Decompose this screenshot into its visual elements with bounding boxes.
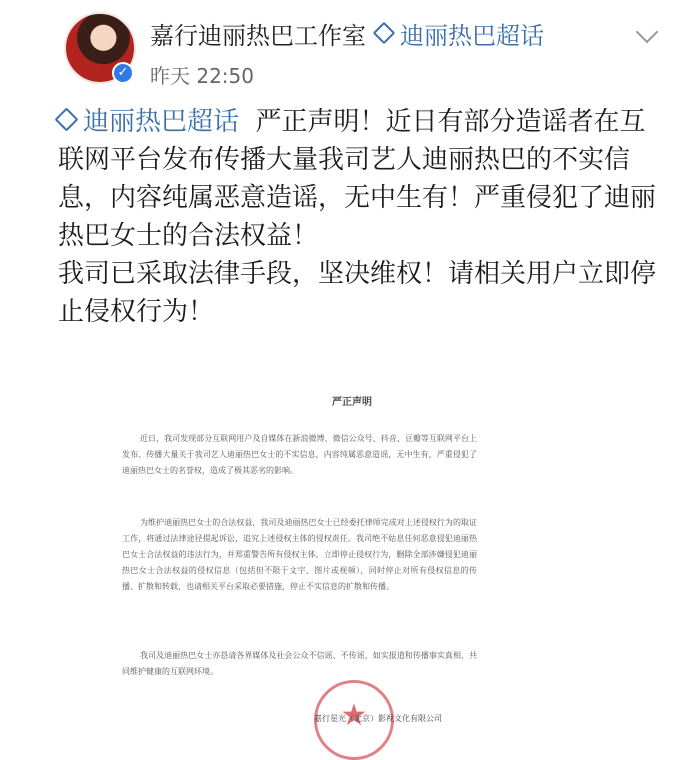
document-signature: 嘉行星光（北京）影视文化有限公司 [314, 714, 442, 723]
timestamp: 昨天 22:50 [150, 64, 254, 88]
chevron-down-icon[interactable] [636, 21, 659, 44]
post-header [0, 0, 693, 100]
diamond-icon [373, 22, 396, 45]
document-title: 严正声明 [332, 397, 372, 408]
supertopic-label: 迪丽热巴超话 [400, 21, 544, 50]
post-topic-label: 迪丽热巴超话 [83, 107, 240, 137]
username[interactable]: 嘉行迪丽热巴工作室 [150, 21, 366, 50]
document-paragraph-1: 近日，我司发现部分互联网用户及自媒体在新浪微博、微信公众号、抖音、豆瓣等互联网平台上发布、传播大量关于我司艺人迪丽热巴女士的不实信息，内容纯属恶意造谣，无中生有，严重侵犯了迪丽热巴女士的名誉权，造成了极其恶劣的影响。 [122, 434, 477, 475]
document-paragraph-2: 为维护迪丽热巴女士的合法权益，我司及迪丽热巴女士已经委托律师完成对上述侵权行为的取证工作，将通过法律途径提起诉讼，追究上述侵权主体的侵权责任。我司绝不姑息任何恶意侵犯迪丽热巴女士合法权益的违法行为，并郑重警告所有侵权主体，立即停止侵权行为，删除全部涉嫌侵犯迪丽热巴女士合法权益的侵权信息（包括但不限于文字、图片或视频），同时停止对所有侵权信息的传播、扩散和转载，也请相关平台采取必要措施，停止不实信息的扩散和传播。 [122, 518, 477, 591]
post-body: 严正声明！近日有部分造谣者在互联网平台发布传播大量我司艺人迪丽热巴的不实信息，内容纯属恶意造谣，无中生有！严重侵犯了迪丽热巴女士的合法权益！ [58, 107, 657, 251]
document-paragraph-3: 我司及迪丽热巴女士亦恳请各界媒体及社会公众不信谣、不传谣，如实报道和传播事实真相，共同维护健康的互联网环境。 [122, 651, 477, 676]
diamond-icon [54, 107, 78, 131]
post-text [58, 103, 668, 331]
post-body-2: 我司已采取法律手段，坚决维权！请相关用户立即停止侵权行为！ [58, 259, 657, 327]
name-line [150, 16, 544, 50]
verified-badge-icon: ✓ [112, 62, 134, 84]
post-topic-link[interactable] [58, 107, 239, 137]
supertopic-link[interactable] [376, 16, 544, 51]
statement-image[interactable] [92, 345, 612, 742]
company-seal: ★ [314, 680, 394, 760]
